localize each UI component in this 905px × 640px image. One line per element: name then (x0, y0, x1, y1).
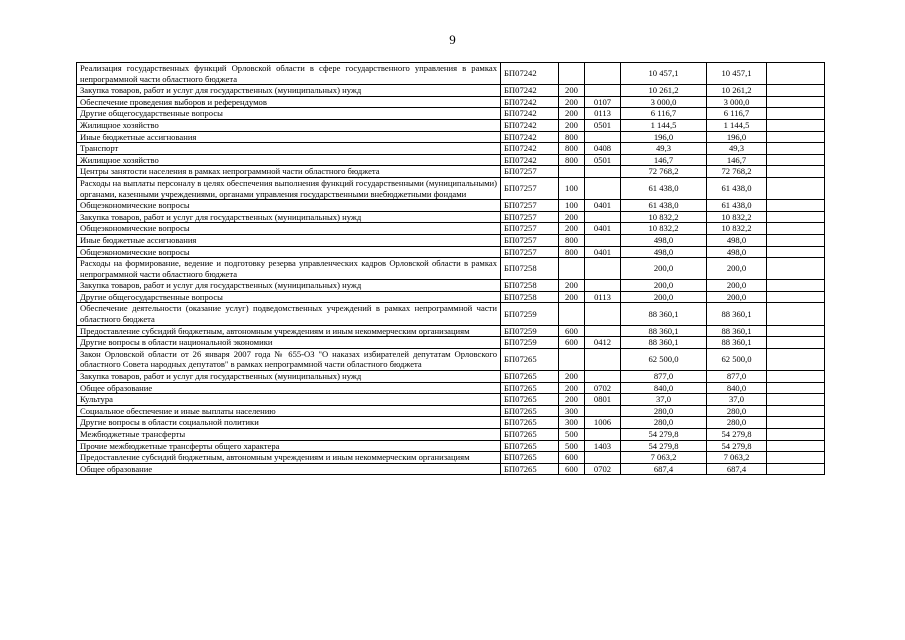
expense-type-cell: 800 (559, 234, 585, 246)
section-code-cell: 0702 (585, 463, 621, 475)
expense-name-cell: Предоставление субсидий бюджетным, автономным учреждениям и иным некоммерческим организациям (77, 452, 501, 464)
amount-total-cell: 280,0 (707, 405, 767, 417)
empty-cell (767, 440, 825, 452)
target-code-cell: БП07259 (501, 337, 559, 349)
empty-cell (767, 291, 825, 303)
amount-cell: 7 063,2 (621, 452, 707, 464)
expense-type-cell: 600 (559, 337, 585, 349)
amount-cell: 1 144,5 (621, 119, 707, 131)
target-code-cell: БП07242 (501, 154, 559, 166)
target-code-cell: БП07242 (501, 63, 559, 85)
target-code-cell: БП07265 (501, 452, 559, 464)
expense-type-cell (559, 348, 585, 370)
table-row (77, 463, 825, 475)
amount-total-cell: 498,0 (707, 246, 767, 258)
amount-cell: 877,0 (621, 371, 707, 383)
amount-total-cell: 196,0 (707, 131, 767, 143)
table-row (77, 96, 825, 108)
section-code-cell: 0408 (585, 143, 621, 155)
table-row (77, 119, 825, 131)
expense-name-cell: Иные бюджетные ассигнования (77, 131, 501, 143)
amount-total-cell: 3 000,0 (707, 96, 767, 108)
section-code-cell (585, 234, 621, 246)
target-code-cell: БП07242 (501, 108, 559, 120)
empty-cell (767, 211, 825, 223)
section-code-cell: 0702 (585, 382, 621, 394)
amount-total-cell: 37,0 (707, 394, 767, 406)
amount-total-cell: 10 832,2 (707, 223, 767, 235)
expense-name-cell: Закупка товаров, работ и услуг для государственных (муниципальных) нужд (77, 280, 501, 292)
amount-cell: 61 438,0 (621, 200, 707, 212)
amount-cell: 88 360,1 (621, 325, 707, 337)
amount-total-cell: 10 261,2 (707, 85, 767, 97)
table-row (77, 280, 825, 292)
expense-type-cell: 500 (559, 429, 585, 441)
expense-type-cell: 200 (559, 108, 585, 120)
empty-cell (767, 325, 825, 337)
expense-name-cell: Закупка товаров, работ и услуг для государственных (муниципальных) нужд (77, 211, 501, 223)
amount-total-cell: 10 832,2 (707, 211, 767, 223)
table-row (77, 166, 825, 178)
amount-cell: 3 000,0 (621, 96, 707, 108)
table-row (77, 177, 825, 199)
amount-total-cell: 72 768,2 (707, 166, 767, 178)
empty-cell (767, 417, 825, 429)
amount-total-cell: 88 360,1 (707, 337, 767, 349)
amount-cell: 280,0 (621, 417, 707, 429)
expense-name-cell: Обеспечение проведения выборов и референдумов (77, 96, 501, 108)
amount-total-cell: 54 279,8 (707, 429, 767, 441)
table-row (77, 211, 825, 223)
amount-cell: 196,0 (621, 131, 707, 143)
target-code-cell: БП07258 (501, 280, 559, 292)
expense-name-cell: Расходы на выплаты персоналу в целях обеспечения выполнения функций государственными (муниципальными) органами, казенными учреждениями, органами управления государственными внебюджетными фондами (77, 177, 501, 199)
table-row (77, 246, 825, 258)
table-row (77, 325, 825, 337)
amount-cell: 10 261,2 (621, 85, 707, 97)
empty-cell (767, 166, 825, 178)
section-code-cell (585, 258, 621, 280)
target-code-cell: БП07259 (501, 303, 559, 325)
target-code-cell: БП07257 (501, 211, 559, 223)
empty-cell (767, 154, 825, 166)
expense-name-cell: Расходы на формирование, ведение и подготовку резерва управленческих кадров Орловской области в рамках непрограммной части областного бюджета (77, 258, 501, 280)
expense-name-cell: Социальное обеспечение и иные выплаты населению (77, 405, 501, 417)
section-code-cell: 0113 (585, 291, 621, 303)
amount-total-cell: 54 279,8 (707, 440, 767, 452)
section-code-cell (585, 303, 621, 325)
table-row (77, 131, 825, 143)
section-code-cell: 1006 (585, 417, 621, 429)
amount-cell: 62 500,0 (621, 348, 707, 370)
target-code-cell: БП07265 (501, 382, 559, 394)
section-code-cell (585, 452, 621, 464)
amount-cell: 498,0 (621, 246, 707, 258)
table-row (77, 405, 825, 417)
page-number: 9 (449, 32, 456, 47)
expense-type-cell: 100 (559, 200, 585, 212)
expense-type-cell (559, 258, 585, 280)
target-code-cell: БП07257 (501, 246, 559, 258)
expense-name-cell: Жилищное хозяйство (77, 119, 501, 131)
table-body (77, 63, 825, 475)
table-row (77, 382, 825, 394)
target-code-cell: БП07242 (501, 143, 559, 155)
amount-cell: 10 457,1 (621, 63, 707, 85)
section-code-cell: 0501 (585, 154, 621, 166)
amount-total-cell: 687,4 (707, 463, 767, 475)
table-row (77, 85, 825, 97)
expense-name-cell: Реализация государственных функций Орловской области в сфере государственного управления в рамках непрограммной части областного бюджета (77, 63, 501, 85)
amount-total-cell: 877,0 (707, 371, 767, 383)
empty-cell (767, 246, 825, 258)
expense-type-cell (559, 166, 585, 178)
target-code-cell: БП07259 (501, 325, 559, 337)
empty-cell (767, 96, 825, 108)
amount-cell: 54 279,8 (621, 429, 707, 441)
section-code-cell: 0801 (585, 394, 621, 406)
amount-cell: 6 116,7 (621, 108, 707, 120)
target-code-cell: БП07265 (501, 371, 559, 383)
expense-type-cell: 200 (559, 371, 585, 383)
target-code-cell: БП07265 (501, 394, 559, 406)
table-row (77, 291, 825, 303)
section-code-cell (585, 348, 621, 370)
expense-type-cell: 100 (559, 177, 585, 199)
empty-cell (767, 452, 825, 464)
amount-total-cell: 7 063,2 (707, 452, 767, 464)
expense-type-cell: 200 (559, 119, 585, 131)
target-code-cell: БП07265 (501, 463, 559, 475)
target-code-cell: БП07258 (501, 291, 559, 303)
amount-cell: 687,4 (621, 463, 707, 475)
section-code-cell: 0113 (585, 108, 621, 120)
empty-cell (767, 131, 825, 143)
expense-name-cell: Другие общегосударственные вопросы (77, 108, 501, 120)
expense-name-cell: Общеэкономические вопросы (77, 200, 501, 212)
expense-name-cell: Общеэкономические вопросы (77, 223, 501, 235)
budget-table (76, 62, 825, 475)
amount-total-cell: 88 360,1 (707, 325, 767, 337)
section-code-cell (585, 177, 621, 199)
empty-cell (767, 429, 825, 441)
empty-cell (767, 303, 825, 325)
expense-type-cell: 800 (559, 246, 585, 258)
empty-cell (767, 382, 825, 394)
empty-cell (767, 280, 825, 292)
expense-type-cell: 200 (559, 96, 585, 108)
target-code-cell: БП07257 (501, 223, 559, 235)
section-code-cell: 0401 (585, 200, 621, 212)
section-code-cell (585, 371, 621, 383)
empty-cell (767, 85, 825, 97)
expense-type-cell: 300 (559, 405, 585, 417)
section-code-cell: 0107 (585, 96, 621, 108)
amount-cell: 49,3 (621, 143, 707, 155)
amount-cell: 37,0 (621, 394, 707, 406)
expense-name-cell: Прочие межбюджетные трансферты общего характера (77, 440, 501, 452)
empty-cell (767, 394, 825, 406)
expense-name-cell: Общее образование (77, 382, 501, 394)
table-row (77, 63, 825, 85)
section-code-cell: 0401 (585, 246, 621, 258)
section-code-cell (585, 280, 621, 292)
empty-cell (767, 371, 825, 383)
amount-total-cell: 840,0 (707, 382, 767, 394)
amount-cell: 280,0 (621, 405, 707, 417)
amount-total-cell: 280,0 (707, 417, 767, 429)
empty-cell (767, 63, 825, 85)
amount-total-cell: 200,0 (707, 291, 767, 303)
amount-total-cell: 6 116,7 (707, 108, 767, 120)
amount-total-cell: 200,0 (707, 280, 767, 292)
target-code-cell: БП07242 (501, 119, 559, 131)
table-row (77, 429, 825, 441)
expense-type-cell (559, 63, 585, 85)
expense-type-cell: 200 (559, 211, 585, 223)
amount-cell: 61 438,0 (621, 177, 707, 199)
section-code-cell (585, 63, 621, 85)
expense-type-cell: 200 (559, 291, 585, 303)
amount-cell: 840,0 (621, 382, 707, 394)
expense-name-cell: Общее образование (77, 463, 501, 475)
section-code-cell: 0501 (585, 119, 621, 131)
expense-name-cell: Другие вопросы в области национальной экономики (77, 337, 501, 349)
expense-name-cell: Общеэкономические вопросы (77, 246, 501, 258)
amount-cell: 200,0 (621, 258, 707, 280)
expense-name-cell: Предоставление субсидий бюджетным, автономным учреждениям и иным некоммерческим организациям (77, 325, 501, 337)
amount-total-cell: 200,0 (707, 258, 767, 280)
empty-cell (767, 108, 825, 120)
empty-cell (767, 348, 825, 370)
expense-type-cell: 300 (559, 417, 585, 429)
section-code-cell: 0412 (585, 337, 621, 349)
empty-cell (767, 405, 825, 417)
amount-total-cell: 61 438,0 (707, 200, 767, 212)
amount-total-cell: 1 144,5 (707, 119, 767, 131)
expense-type-cell: 200 (559, 280, 585, 292)
expense-name-cell: Иные бюджетные ассигнования (77, 234, 501, 246)
expense-name-cell: Другие вопросы в области социальной политики (77, 417, 501, 429)
amount-cell: 54 279,8 (621, 440, 707, 452)
target-code-cell: БП07257 (501, 200, 559, 212)
expense-name-cell: Транспорт (77, 143, 501, 155)
expense-name-cell: Закон Орловской области от 26 января 2007 года № 655-ОЗ "О наказах избирателей депутатам Орловского областного Совета народных депутатов" в рамках непрограммной части областного бюджета (77, 348, 501, 370)
expense-type-cell: 800 (559, 143, 585, 155)
table-row (77, 452, 825, 464)
section-code-cell: 1403 (585, 440, 621, 452)
empty-cell (767, 337, 825, 349)
expense-type-cell: 200 (559, 382, 585, 394)
empty-cell (767, 234, 825, 246)
expense-name-cell: Закупка товаров, работ и услуг для государственных (муниципальных) нужд (77, 371, 501, 383)
expense-type-cell: 600 (559, 452, 585, 464)
target-code-cell: БП07265 (501, 440, 559, 452)
expense-type-cell: 500 (559, 440, 585, 452)
amount-total-cell: 146,7 (707, 154, 767, 166)
expense-name-cell: Межбюджетные трансферты (77, 429, 501, 441)
amount-total-cell: 10 457,1 (707, 63, 767, 85)
table-row (77, 143, 825, 155)
table-row (77, 303, 825, 325)
amount-cell: 10 832,2 (621, 211, 707, 223)
expense-type-cell (559, 303, 585, 325)
target-code-cell: БП07265 (501, 405, 559, 417)
table-row (77, 258, 825, 280)
amount-cell: 200,0 (621, 280, 707, 292)
section-code-cell (585, 166, 621, 178)
amount-cell: 72 768,2 (621, 166, 707, 178)
table-row (77, 348, 825, 370)
expense-type-cell: 600 (559, 463, 585, 475)
target-code-cell: БП07257 (501, 177, 559, 199)
section-code-cell (585, 405, 621, 417)
target-code-cell: БП07242 (501, 131, 559, 143)
table-row (77, 337, 825, 349)
amount-total-cell: 498,0 (707, 234, 767, 246)
target-code-cell: БП07242 (501, 85, 559, 97)
empty-cell (767, 200, 825, 212)
amount-cell: 88 360,1 (621, 337, 707, 349)
expense-type-cell: 200 (559, 223, 585, 235)
expense-type-cell: 800 (559, 154, 585, 166)
amount-cell: 146,7 (621, 154, 707, 166)
target-code-cell: БП07258 (501, 258, 559, 280)
expense-name-cell: Закупка товаров, работ и услуг для государственных (муниципальных) нужд (77, 85, 501, 97)
section-code-cell (585, 429, 621, 441)
table-row (77, 200, 825, 212)
empty-cell (767, 143, 825, 155)
target-code-cell: БП07242 (501, 96, 559, 108)
expense-name-cell: Другие общегосударственные вопросы (77, 291, 501, 303)
target-code-cell: БП07257 (501, 234, 559, 246)
section-code-cell (585, 131, 621, 143)
amount-total-cell: 88 360,1 (707, 303, 767, 325)
target-code-cell: БП07265 (501, 348, 559, 370)
table-row (77, 394, 825, 406)
expense-type-cell: 200 (559, 394, 585, 406)
amount-total-cell: 61 438,0 (707, 177, 767, 199)
amount-cell: 10 832,2 (621, 223, 707, 235)
table-row (77, 440, 825, 452)
section-code-cell (585, 85, 621, 97)
table-row (77, 223, 825, 235)
expense-name-cell: Обеспечение деятельности (оказание услуг) подведомственных учреждений в рамках непрограммной части областного бюджета (77, 303, 501, 325)
amount-total-cell: 49,3 (707, 143, 767, 155)
expense-type-cell: 200 (559, 85, 585, 97)
section-code-cell (585, 325, 621, 337)
empty-cell (767, 177, 825, 199)
empty-cell (767, 463, 825, 475)
table-row (77, 417, 825, 429)
empty-cell (767, 119, 825, 131)
table-row (77, 154, 825, 166)
expense-name-cell: Жилищное хозяйство (77, 154, 501, 166)
target-code-cell: БП07265 (501, 429, 559, 441)
expense-type-cell: 600 (559, 325, 585, 337)
table-row (77, 371, 825, 383)
section-code-cell (585, 211, 621, 223)
amount-cell: 498,0 (621, 234, 707, 246)
section-code-cell: 0401 (585, 223, 621, 235)
table-row (77, 108, 825, 120)
expense-type-cell: 800 (559, 131, 585, 143)
amount-cell: 200,0 (621, 291, 707, 303)
target-code-cell: БП07265 (501, 417, 559, 429)
target-code-cell: БП07257 (501, 166, 559, 178)
amount-total-cell: 62 500,0 (707, 348, 767, 370)
table-row (77, 234, 825, 246)
empty-cell (767, 258, 825, 280)
amount-cell: 88 360,1 (621, 303, 707, 325)
expense-name-cell: Культура (77, 394, 501, 406)
expense-name-cell: Центры занятости населения в рамках непрограммной части областного бюджета (77, 166, 501, 178)
empty-cell (767, 223, 825, 235)
